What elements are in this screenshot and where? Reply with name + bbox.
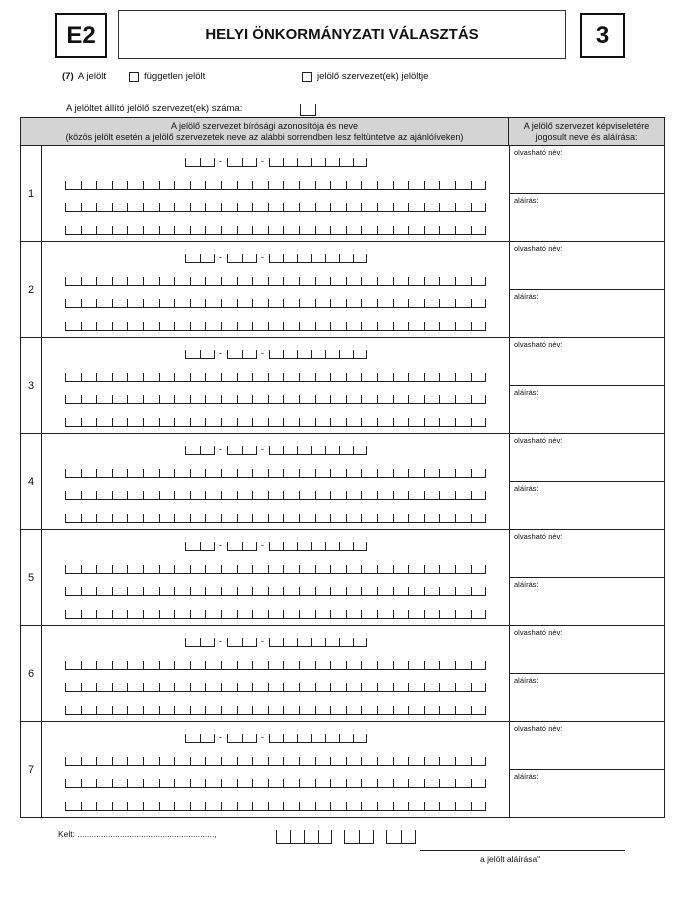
representative-signature-field[interactable]: [510, 674, 664, 722]
org-name-line[interactable]: [65, 514, 486, 523]
org-name-line[interactable]: [65, 587, 486, 596]
name-label: olvasható név:: [514, 340, 563, 349]
table-header-left: [21, 118, 509, 146]
representative-column: [509, 338, 664, 433]
row-number: 5: [21, 530, 42, 625]
signature-label: aláírás:: [514, 292, 539, 301]
representative-column: [509, 530, 664, 625]
header-right-line1: A jelölő szervezet képviseletére: [523, 121, 650, 131]
id-separator: -: [261, 732, 264, 742]
org-id-part3[interactable]: [269, 254, 367, 263]
page-number: 3: [580, 13, 625, 58]
id-separator: -: [219, 540, 222, 550]
org-id-part3[interactable]: [269, 446, 367, 455]
id-separator: -: [261, 348, 264, 358]
organization-row: [21, 530, 664, 626]
org-name-line[interactable]: [65, 181, 486, 190]
id-separator: -: [219, 252, 222, 262]
name-label: olvasható név:: [514, 436, 563, 445]
org-name-line[interactable]: [65, 661, 486, 670]
signature-label: aláírás:: [514, 580, 539, 589]
org-id-part2[interactable]: [227, 158, 257, 167]
row-number: 1: [21, 146, 42, 241]
signature-label: aláírás:: [514, 388, 539, 397]
id-separator: -: [219, 732, 222, 742]
candidate-signature-line[interactable]: [420, 850, 625, 851]
id-separator: -: [219, 348, 222, 358]
representative-signature-field[interactable]: [510, 770, 664, 818]
representative-column: [509, 722, 664, 818]
year-field[interactable]: [276, 830, 332, 844]
org-id-part2[interactable]: [227, 638, 257, 647]
independent-label: független jelölt: [144, 71, 206, 82]
representative-signature-field[interactable]: [510, 482, 664, 530]
name-label: olvasható név:: [514, 148, 563, 157]
org-name-line[interactable]: [65, 683, 486, 692]
representative-column: [509, 626, 664, 721]
organization-row: [21, 626, 664, 722]
row-number: 7: [21, 722, 42, 818]
representative-column: [509, 242, 664, 337]
org-id-part1[interactable]: [185, 446, 215, 455]
organization-row: [21, 434, 664, 530]
id-separator: -: [219, 156, 222, 166]
candidate-signature-caption: a jelölt aláírása": [480, 854, 541, 864]
org-name-line[interactable]: [65, 565, 486, 574]
organization-table: [20, 117, 665, 818]
signature-label: aláírás:: [514, 196, 539, 205]
representative-name-field[interactable]: [510, 242, 664, 290]
org-id-part3[interactable]: [269, 350, 367, 359]
org-name-line[interactable]: [65, 491, 486, 500]
id-separator: -: [219, 444, 222, 454]
form-code: E2: [55, 13, 107, 58]
form-title: HELYI ÖNKORMÁNYZATI VÁLASZTÁS: [118, 10, 566, 59]
org-count-field[interactable]: [300, 104, 316, 116]
org-id-part2[interactable]: [227, 734, 257, 743]
day-field[interactable]: [386, 830, 416, 844]
id-separator: -: [261, 540, 264, 550]
representative-name-field[interactable]: [510, 530, 664, 578]
org-name-line[interactable]: [65, 418, 486, 427]
candidate-number: (7): [62, 71, 74, 82]
org-name-line[interactable]: [65, 299, 486, 308]
org-name-line[interactable]: [65, 706, 486, 715]
representative-signature-field[interactable]: [510, 290, 664, 338]
org-name-line[interactable]: [65, 226, 486, 235]
representative-signature-field[interactable]: [510, 194, 664, 242]
org-name-line[interactable]: [65, 757, 486, 766]
org-id-part1[interactable]: [185, 638, 215, 647]
org-id-part1[interactable]: [185, 350, 215, 359]
id-separator: -: [261, 252, 264, 262]
org-name-line[interactable]: [65, 469, 486, 478]
org-id-part3[interactable]: [269, 734, 367, 743]
month-field[interactable]: [344, 830, 374, 844]
header-left-line1: A jelölő szervezet bírósági azonosítója és neve: [170, 121, 359, 131]
org-id-part3[interactable]: [269, 542, 367, 551]
row-number: 2: [21, 242, 42, 337]
kelt-label: Kelt: ..........................................................,: [58, 829, 217, 839]
org-id-part2[interactable]: [227, 542, 257, 551]
table-header-right: [509, 118, 664, 146]
org-name-line[interactable]: [65, 802, 486, 811]
representative-name-field[interactable]: [510, 626, 664, 674]
representative-signature-field[interactable]: [510, 386, 664, 434]
org-id-part3[interactable]: [269, 158, 367, 167]
organization-row: [21, 242, 664, 338]
org-name-line[interactable]: [65, 277, 486, 286]
org-candidate-label: jelölő szervezet(ek) jelöltje: [317, 71, 429, 82]
name-label: olvasható név:: [514, 244, 563, 253]
representative-column: [509, 434, 664, 529]
org-count-label: A jelöltet állító jelölő szervezet(ek) száma:: [66, 103, 243, 114]
signature-label: aláírás:: [514, 484, 539, 493]
row-number: 3: [21, 338, 42, 433]
organization-row: [21, 338, 664, 434]
header-left-line2: (közös jelölt esetén a jelölő szervezetek neve az alábbi sorrendben lesz feltüntetve az ajánlóíveken): [65, 132, 464, 142]
org-name-line[interactable]: [65, 779, 486, 788]
org-name-line[interactable]: [65, 322, 486, 331]
representative-name-field[interactable]: [510, 722, 664, 770]
org-id-part2[interactable]: [227, 350, 257, 359]
org-id-part3[interactable]: [269, 638, 367, 647]
signature-label: aláírás:: [514, 772, 539, 781]
independent-checkbox[interactable]: [129, 72, 139, 82]
representative-name-field[interactable]: [510, 434, 664, 482]
name-label: olvasható név:: [514, 532, 563, 541]
signature-label: aláírás:: [514, 676, 539, 685]
name-label: olvasható név:: [514, 724, 563, 733]
org-id-part1[interactable]: [185, 254, 215, 263]
org-id-part1[interactable]: [185, 542, 215, 551]
org-id-part2[interactable]: [227, 254, 257, 263]
org-id-part2[interactable]: [227, 446, 257, 455]
organization-row: [21, 146, 664, 242]
org-name-line[interactable]: [65, 395, 486, 404]
id-separator: -: [261, 156, 264, 166]
representative-name-field[interactable]: [510, 338, 664, 386]
id-separator: -: [261, 444, 264, 454]
row-number: 6: [21, 626, 42, 721]
representative-column: [509, 146, 664, 241]
org-candidate-checkbox[interactable]: [302, 72, 312, 82]
name-label: olvasható név:: [514, 628, 563, 637]
header-right-line2: jogosult neve és aláírása:: [535, 132, 638, 142]
id-separator: -: [219, 636, 222, 646]
representative-signature-field[interactable]: [510, 578, 664, 626]
org-name-line[interactable]: [65, 373, 486, 382]
representative-name-field[interactable]: [510, 146, 664, 194]
candidate-label: A jelölt: [78, 71, 106, 82]
organization-row: [21, 722, 664, 818]
id-separator: -: [261, 636, 264, 646]
org-name-line[interactable]: [65, 610, 486, 619]
org-id-part1[interactable]: [185, 734, 215, 743]
row-number: 4: [21, 434, 42, 529]
org-id-part1[interactable]: [185, 158, 215, 167]
org-name-line[interactable]: [65, 203, 486, 212]
